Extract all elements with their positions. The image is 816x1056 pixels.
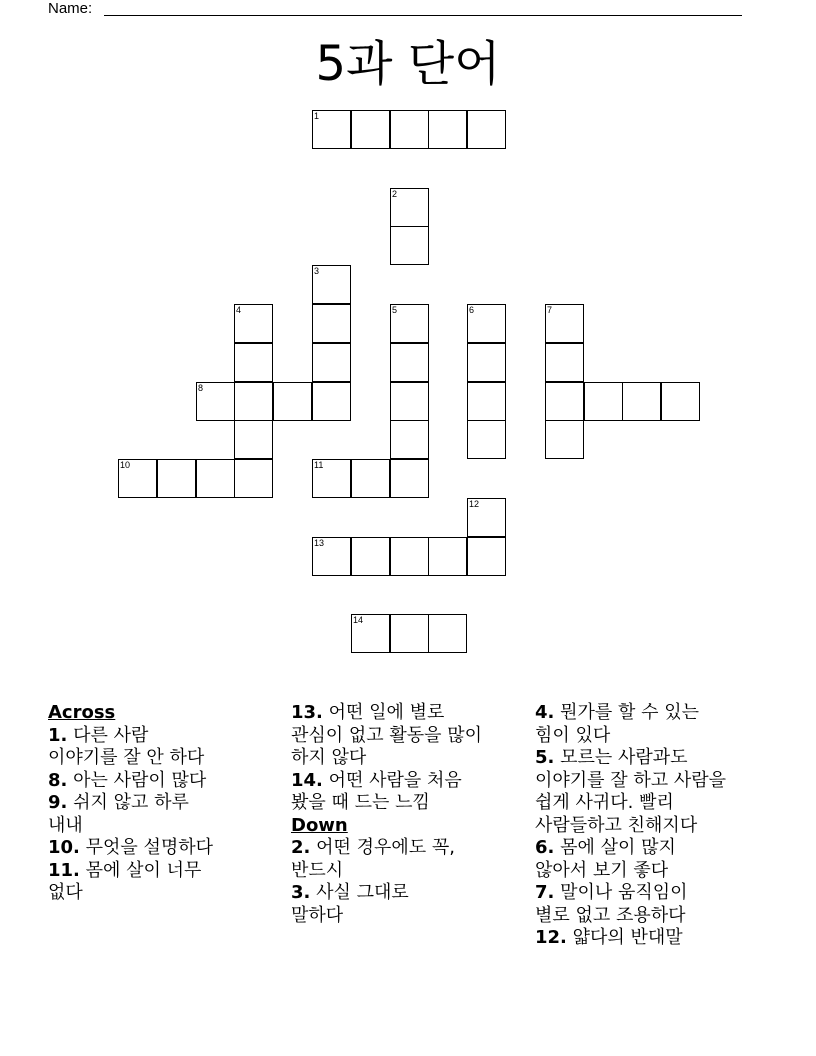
clue-number: 7. <box>535 882 555 903</box>
clue-item <box>535 747 775 837</box>
cell-number: 4 <box>236 305 242 315</box>
crossword-cell[interactable] <box>467 537 506 576</box>
clue-number: 8. <box>48 769 68 791</box>
clue-number: 9. <box>48 792 68 813</box>
clue-number: 5. <box>535 747 555 768</box>
clue-number: 4. <box>535 702 555 723</box>
cell-number: 2 <box>392 189 398 199</box>
clue-text: 뭔가를 할 수 있는 힘이 있다 <box>535 702 699 746</box>
clue-text: 어떤 사람을 처음 봤을 때 드는 느낌 <box>291 769 462 813</box>
crossword-cell[interactable] <box>390 420 429 459</box>
clue-number: 10. <box>48 837 80 858</box>
cell-number: 11 <box>314 460 324 470</box>
clue-column-1 <box>48 702 278 905</box>
cell-number: 12 <box>469 499 480 509</box>
crossword-cell[interactable] <box>351 537 390 576</box>
crossword-cell[interactable] <box>428 614 467 653</box>
crossword-cell[interactable] <box>390 188 429 227</box>
crossword-cell[interactable] <box>234 459 273 498</box>
clue-number: 3. <box>291 882 311 903</box>
name-label: Name: <box>48 0 93 17</box>
cell-number: 13 <box>314 538 325 548</box>
crossword-cell[interactable] <box>390 537 429 576</box>
cell-number: 10 <box>120 460 131 470</box>
crossword-cell[interactable] <box>351 459 390 498</box>
crossword-cell[interactable] <box>467 382 506 421</box>
crossword-cell[interactable] <box>234 343 273 382</box>
crossword-cell[interactable] <box>312 110 351 149</box>
crossword-cell[interactable] <box>467 343 506 382</box>
crossword-cell[interactable] <box>234 420 273 459</box>
crossword-cell[interactable] <box>467 420 506 459</box>
clue-column-2 <box>291 702 531 927</box>
clue-item <box>535 882 775 927</box>
down-heading: Down <box>291 814 348 836</box>
crossword-cell[interactable] <box>661 382 700 421</box>
crossword-cell[interactable] <box>428 537 467 576</box>
clue-item <box>48 725 278 770</box>
crossword-cell[interactable] <box>390 110 429 149</box>
clue-text: 쉬지 않고 하루 내내 <box>48 792 189 836</box>
crossword-cell[interactable] <box>234 304 273 343</box>
crossword-cell[interactable] <box>312 382 351 421</box>
clue-number: 14. <box>291 769 323 791</box>
clue-column-3 <box>535 702 775 950</box>
crossword-cell[interactable] <box>467 110 506 149</box>
crossword-cell[interactable] <box>545 420 584 459</box>
clue-text: 어떤 경우에도 꼭, 반드시 <box>291 837 455 881</box>
cell-number: 8 <box>198 383 204 393</box>
crossword-cell[interactable] <box>312 265 351 304</box>
crossword-cell[interactable] <box>351 110 390 149</box>
crossword-cell[interactable] <box>467 498 506 537</box>
clue-number: 11. <box>48 859 80 881</box>
crossword-cell[interactable] <box>545 304 584 343</box>
cell-number: 6 <box>469 305 475 315</box>
clue-number: 6. <box>535 837 555 858</box>
clue-text: 모르는 사람과도 이야기를 잘 하고 사람을 쉽게 사귀다. 빨리 사람들하고 친해지다 <box>535 747 727 836</box>
clue-text: 몸에 살이 많지 않아서 보기 좋다 <box>535 837 676 881</box>
crossword-cell[interactable] <box>622 382 661 421</box>
crossword-cell[interactable] <box>584 382 623 421</box>
cell-number: 3 <box>314 266 320 276</box>
crossword-cell[interactable] <box>467 304 506 343</box>
cell-number: 1 <box>314 111 320 121</box>
clue-text: 어떤 일에 별로 관심이 없고 활동을 많이 하지 않다 <box>291 702 483 768</box>
crossword-cell[interactable] <box>118 459 157 498</box>
crossword-cell[interactable] <box>390 459 429 498</box>
crossword-cell[interactable] <box>545 343 584 382</box>
crossword-cell[interactable] <box>390 382 429 421</box>
crossword-cell[interactable] <box>390 343 429 382</box>
clue-text: 얇다의 반대말 <box>566 927 683 948</box>
crossword-cell[interactable] <box>312 537 351 576</box>
clue-item <box>535 702 775 747</box>
crossword-cell[interactable] <box>545 382 584 421</box>
clue-item <box>291 702 531 770</box>
clue-text: 말이나 움직임이 별로 없고 조용하다 <box>535 882 688 926</box>
clue-item <box>48 860 278 905</box>
clue-item <box>535 837 775 882</box>
clue-number: 1. <box>48 724 68 746</box>
clue-item <box>291 837 531 882</box>
clue-item <box>291 770 531 815</box>
cell-number: 5 <box>392 305 398 315</box>
crossword-cell[interactable] <box>390 304 429 343</box>
clue-item <box>291 882 531 927</box>
clue-number: 12. <box>535 927 567 948</box>
across-heading: Across <box>48 702 116 723</box>
clue-text: 무엇을 설명하다 <box>79 837 214 858</box>
crossword-cell[interactable] <box>390 614 429 653</box>
crossword-cell[interactable] <box>196 382 235 421</box>
crossword-cell[interactable] <box>157 459 196 498</box>
crossword-cell[interactable] <box>312 459 351 498</box>
crossword-cell[interactable] <box>351 614 390 653</box>
crossword-cell[interactable] <box>312 304 351 343</box>
clue-text: 몸에 살이 너무 없다 <box>48 859 202 903</box>
clue-text: 다른 사람 이야기를 잘 안 하다 <box>48 724 205 768</box>
clue-number: 13. <box>291 702 323 723</box>
clue-item <box>48 770 278 793</box>
crossword-cell[interactable] <box>234 382 273 421</box>
clue-item <box>48 837 278 860</box>
clue-text: 아는 사람이 많다 <box>67 769 207 791</box>
crossword-cell[interactable] <box>273 382 312 421</box>
clue-item <box>48 792 278 837</box>
cell-number: 14 <box>353 615 364 625</box>
crossword-cell[interactable] <box>196 459 235 498</box>
crossword-cell[interactable] <box>428 110 467 149</box>
crossword-cell[interactable] <box>312 343 351 382</box>
clue-number: 2. <box>291 837 311 858</box>
crossword-cell[interactable] <box>390 226 429 265</box>
clue-text: 사실 그대로 말하다 <box>291 882 409 926</box>
clue-item <box>535 927 775 950</box>
page-title: 5과 단어 <box>315 36 501 92</box>
cell-number: 7 <box>547 305 553 315</box>
